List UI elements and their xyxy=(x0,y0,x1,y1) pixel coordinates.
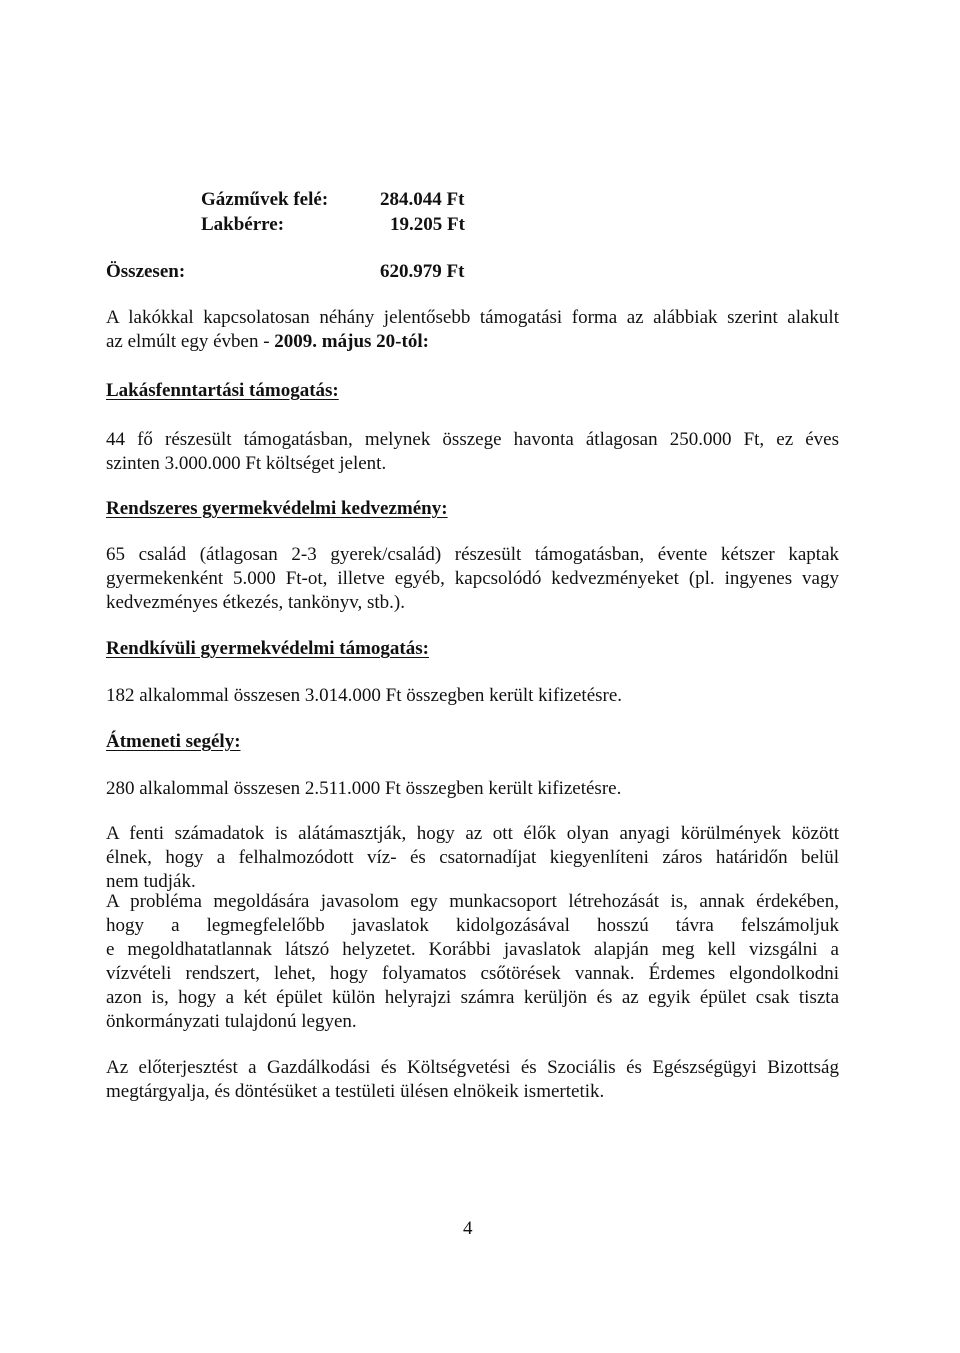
heading-extraordinary-child-support: Rendkívüli gyermekvédelmi támogatás: xyxy=(106,638,429,659)
text-line: megtárgyalja, és döntésüket a testületi ülésen elnökeik ismertetik. xyxy=(106,1081,605,1102)
conclusion-paragraph-3 xyxy=(106,1056,839,1104)
intro-line-2 xyxy=(106,330,839,354)
text-line: A probléma megoldására javasolom egy munkacsoport létrehozását is, annak érdekében, xyxy=(106,891,839,912)
page-number: 4 xyxy=(463,1218,473,1239)
text-line: hogy a legmegfelelőbb javaslatok kidolgozásával hosszú távra felszámoljuk xyxy=(106,915,839,936)
text-line: Az előterjesztést a Gazdálkodási és Költségvetési és Szociális és Egészségügyi Bizottság xyxy=(106,1057,839,1078)
text-line: gyermekenként 5.000 Ft-ot, illetve egyéb, kapcsolódó kedvezményeket (pl. ingyenes vagy xyxy=(106,568,839,589)
text-line: szinten 3.000.000 Ft költséget jelent. xyxy=(106,453,387,474)
summary-total-value: 620.979 Ft xyxy=(380,261,465,282)
heading-temporary-aid: Átmeneti segély: xyxy=(106,731,241,752)
conclusion-paragraph-1 xyxy=(106,822,839,894)
housing-support-text xyxy=(106,428,839,476)
text-line: vízvételi rendszert, lehet, hogy folyamatos csőtörések vannak. Érdemes elgondolkodni xyxy=(106,963,839,984)
intro-date: 2009. május 20-tól: xyxy=(274,331,429,352)
text-line: 44 fő részesült támogatásban, melynek összege havonta átlagosan 250.000 Ft, ez éves xyxy=(106,429,839,450)
summary-label-rent: Lakbérre: xyxy=(201,214,285,235)
temporary-aid-text: 280 alkalommal összesen 2.511.000 Ft összegben került kifizetésre. xyxy=(106,778,622,799)
regular-child-benefit-text xyxy=(106,543,839,615)
text-line: kedvezményes étkezés, tankönyv, stb.). xyxy=(106,592,405,613)
text-line: azon is, hogy a két épület külön helyrajzi számra kerüljön és az egyik épület csak tiszta xyxy=(106,987,839,1008)
heading-housing-support: Lakásfenntartási támogatás: xyxy=(106,380,339,401)
conclusion-paragraph-2 xyxy=(106,890,839,1034)
summary-label-gas: Gázművek felé: xyxy=(201,189,329,210)
intro-line-2-prefix: az elmúlt egy évben - xyxy=(106,331,275,352)
text-line: e megoldhatatlannak látszó helyzetet. Korábbi javaslatok alapján meg kell vizsgálni a xyxy=(106,939,839,960)
text-line: élnek, hogy a felhalmozódott víz- és csatornadíjat kiegyenlíteni záros határidőn belül xyxy=(106,847,839,868)
text-line: 65 család (átlagosan 2-3 gyerek/család) részesült támogatásban, évente kétszer kaptak xyxy=(106,544,839,565)
text-line: A fenti számadatok is alátámasztják, hogy az ott élők olyan anyagi körülmények között xyxy=(106,823,839,844)
intro-paragraph xyxy=(106,306,839,354)
heading-regular-child-benefit: Rendszeres gyermekvédelmi kedvezmény: xyxy=(106,498,448,519)
summary-total-label: Összesen: xyxy=(106,261,186,282)
extraordinary-child-support-text: 182 alkalommal összesen 3.014.000 Ft összegben került kifizetésre. xyxy=(106,685,623,706)
summary-value-rent: 19.205 Ft xyxy=(390,214,465,235)
text-line: önkormányzati tulajdonú legyen. xyxy=(106,1011,357,1032)
text-line: nem tudják. xyxy=(106,871,196,892)
summary-value-gas: 284.044 Ft xyxy=(380,189,465,210)
intro-line-1: A lakókkal kapcsolatosan néhány jelentősebb támogatási forma az alábbiak szerint alakult xyxy=(106,307,839,328)
